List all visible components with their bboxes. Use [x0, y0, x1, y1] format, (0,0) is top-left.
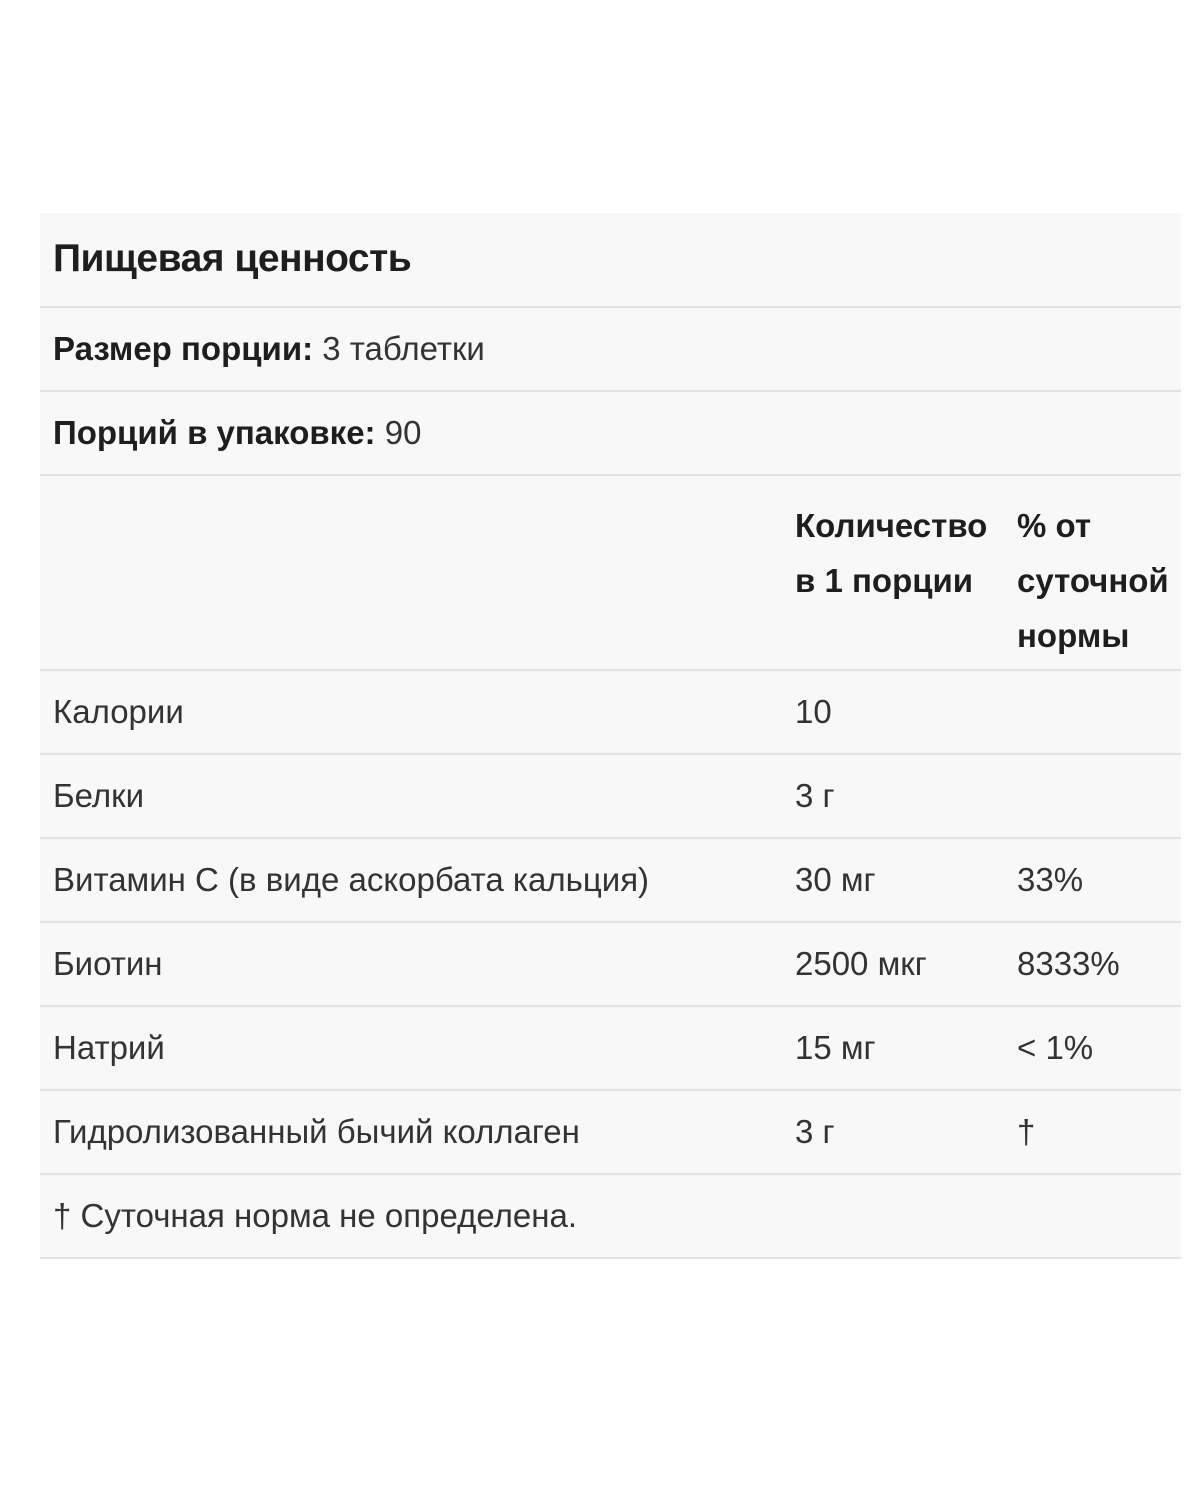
- servings-per-container-value: 90: [384, 414, 422, 451]
- nutrient-daily-value: 8333%: [1017, 945, 1120, 982]
- footnote: † Суточная норма не определена.: [53, 1197, 577, 1234]
- nutrient-amount: 10: [795, 693, 832, 730]
- nutrient-daily-value: †: [1017, 1113, 1036, 1150]
- nutrient-name: Биотин: [53, 945, 163, 982]
- table-row: [40, 755, 1181, 839]
- nutrient-name: Калории: [53, 693, 184, 730]
- panel-title: Пищевая ценность: [53, 237, 412, 280]
- footnote-row: [40, 1175, 1181, 1259]
- table-row: [40, 1007, 1181, 1091]
- serving-size: [53, 330, 485, 368]
- servings-per-container-label: Порций в упаковке:: [53, 414, 376, 451]
- nutrition-facts-panel: [40, 213, 1181, 1259]
- nutrient-amount: 2500 мкг: [795, 945, 927, 982]
- nutrient-daily-value: 33%: [1017, 861, 1084, 898]
- table-row: [40, 839, 1181, 923]
- table-row: [40, 1091, 1181, 1175]
- serving-size-row: [40, 308, 1181, 392]
- nutrient-daily-value: < 1%: [1017, 1029, 1094, 1066]
- nutrient-name: Гидролизованный бычий коллаген: [53, 1113, 580, 1150]
- servings-per-container: [53, 414, 421, 452]
- column-header-amount: Количество в 1 порции: [795, 507, 988, 599]
- nutrient-amount: 15 мг: [795, 1029, 876, 1066]
- nutrient-name: Белки: [53, 777, 145, 814]
- table-row: [40, 923, 1181, 1007]
- table-row: [40, 671, 1181, 755]
- servings-per-container-row: [40, 392, 1181, 476]
- serving-size-value: 3 таблетки: [322, 330, 485, 367]
- nutrient-amount: 3 г: [795, 1113, 835, 1150]
- title-row: [40, 213, 1181, 308]
- nutrient-amount: 30 мг: [795, 861, 876, 898]
- nutrient-amount: 3 г: [795, 777, 835, 814]
- table-header-row: [40, 476, 1181, 671]
- nutrient-name: Витамин C (в виде аскорбата кальция): [53, 861, 650, 898]
- column-header-daily-value: % от суточной нормы: [1017, 507, 1169, 654]
- nutrient-name: Натрий: [53, 1029, 165, 1066]
- serving-size-label: Размер порции:: [53, 330, 314, 367]
